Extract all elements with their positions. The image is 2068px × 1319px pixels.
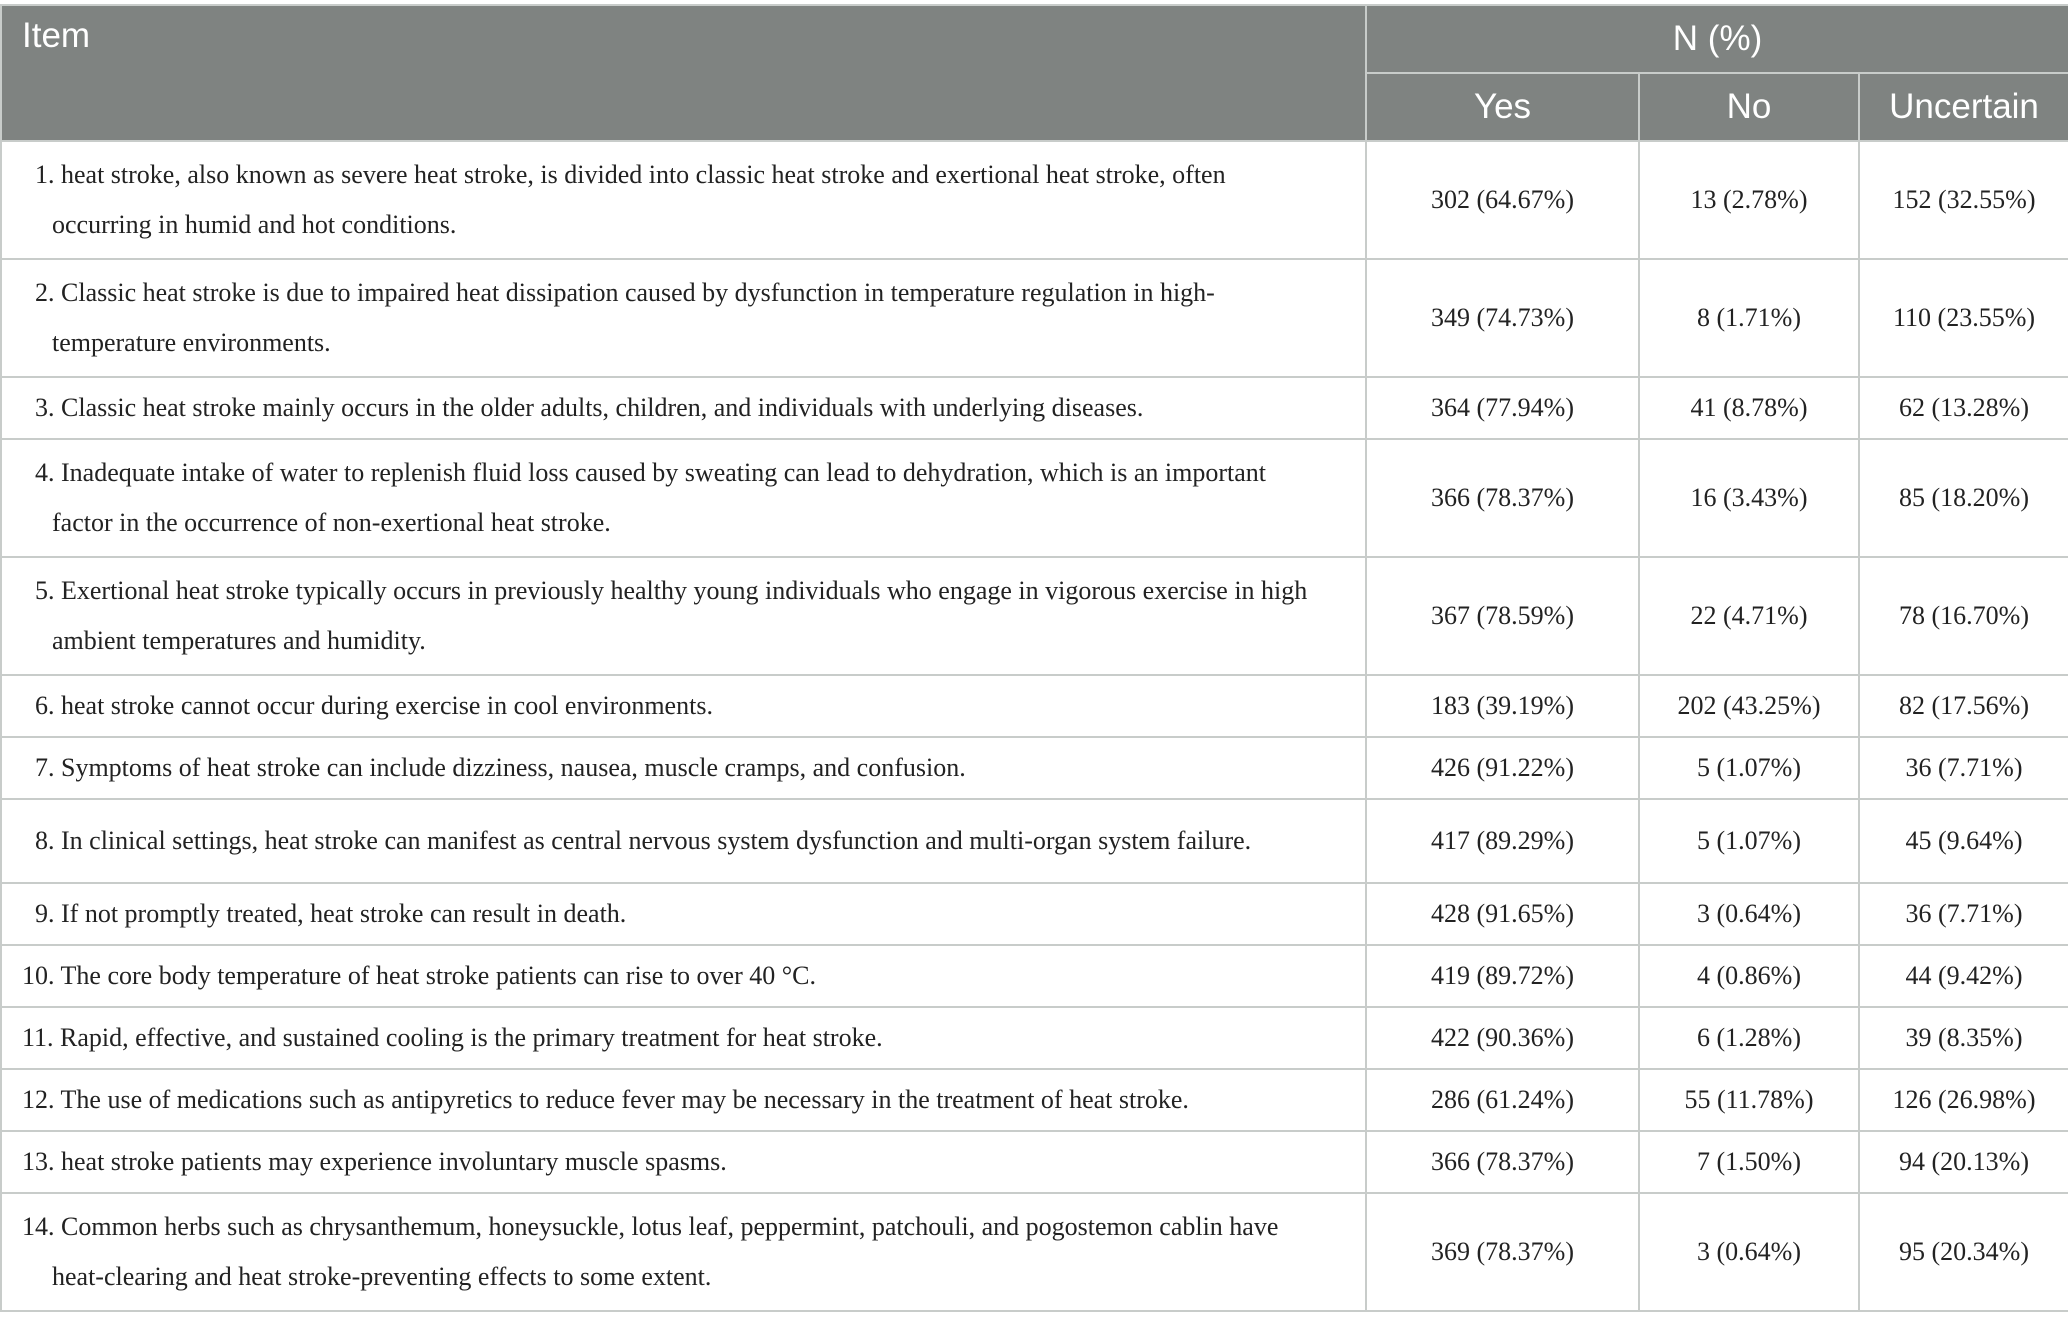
no-cell: 3 (0.64%) [1639, 1193, 1859, 1311]
table-row [1, 377, 2068, 439]
yes-cell: 417 (89.29%) [1366, 799, 1639, 883]
yes-cell: 349 (74.73%) [1366, 259, 1639, 377]
uncertain-cell: 82 (17.56%) [1859, 675, 2068, 737]
table-row [1, 439, 2068, 557]
item-cell: 3. Classic heat stroke mainly occurs in the older adults, children, and individuals with underlying diseases. [1, 377, 1366, 439]
uncertain-cell: 85 (18.20%) [1859, 439, 2068, 557]
item-cell: 14. Common herbs such as chrysanthemum, honeysuckle, lotus leaf, peppermint, patchouli, and pogostemon cablin have heat-clearing and heat stroke-preventing effects to some extent. [1, 1193, 1366, 1311]
item-cell: 12. The use of medications such as antipyretics to reduce fever may be necessary in the treatment of heat stroke. [1, 1069, 1366, 1131]
table-row [1, 1131, 2068, 1193]
uncertain-cell: 62 (13.28%) [1859, 377, 2068, 439]
uncertain-cell: 110 (23.55%) [1859, 259, 2068, 377]
yes-cell: 366 (78.37%) [1366, 1131, 1639, 1193]
item-cell: 8. In clinical settings, heat stroke can manifest as central nervous system dysfunction and multi-organ system failure. [1, 799, 1366, 883]
yes-cell: 419 (89.72%) [1366, 945, 1639, 1007]
no-cell: 22 (4.71%) [1639, 557, 1859, 675]
table-body [1, 141, 2068, 1311]
table-row [1, 1007, 2068, 1069]
uncertain-cell: 39 (8.35%) [1859, 1007, 2068, 1069]
no-cell: 3 (0.64%) [1639, 883, 1859, 945]
table-row [1, 945, 2068, 1007]
item-cell: 7. Symptoms of heat stroke can include dizziness, nausea, muscle cramps, and confusion. [1, 737, 1366, 799]
yes-cell: 428 (91.65%) [1366, 883, 1639, 945]
no-cell: 6 (1.28%) [1639, 1007, 1859, 1069]
uncertain-cell: 45 (9.64%) [1859, 799, 2068, 883]
item-cell: 9. If not promptly treated, heat stroke can result in death. [1, 883, 1366, 945]
uncertain-cell: 36 (7.71%) [1859, 737, 2068, 799]
yes-cell: 286 (61.24%) [1366, 1069, 1639, 1131]
item-cell: 10. The core body temperature of heat stroke patients can rise to over 40 °C. [1, 945, 1366, 1007]
no-cell: 55 (11.78%) [1639, 1069, 1859, 1131]
yes-cell: 367 (78.59%) [1366, 557, 1639, 675]
item-cell: 4. Inadequate intake of water to replenish fluid loss caused by sweating can lead to dehydration, which is an important factor in the occurrence of non-exertional heat stroke. [1, 439, 1366, 557]
uncertain-cell: 95 (20.34%) [1859, 1193, 2068, 1311]
yes-cell: 183 (39.19%) [1366, 675, 1639, 737]
header-yes: Yes [1366, 73, 1639, 141]
item-cell: 5. Exertional heat stroke typically occurs in previously healthy young individuals who engage in vigorous exercise in high ambient temperatures and humidity. [1, 557, 1366, 675]
no-cell: 202 (43.25%) [1639, 675, 1859, 737]
uncertain-cell: 44 (9.42%) [1859, 945, 2068, 1007]
yes-cell: 364 (77.94%) [1366, 377, 1639, 439]
uncertain-cell: 126 (26.98%) [1859, 1069, 2068, 1131]
item-cell: 11. Rapid, effective, and sustained cooling is the primary treatment for heat stroke. [1, 1007, 1366, 1069]
yes-cell: 426 (91.22%) [1366, 737, 1639, 799]
item-cell: 1. heat stroke, also known as severe heat stroke, is divided into classic heat stroke and exertional heat stroke, often occurring in humid and hot conditions. [1, 141, 1366, 259]
table-row [1, 259, 2068, 377]
item-cell: 6. heat stroke cannot occur during exercise in cool environments. [1, 675, 1366, 737]
yes-cell: 366 (78.37%) [1366, 439, 1639, 557]
item-cell: 13. heat stroke patients may experience involuntary muscle spasms. [1, 1131, 1366, 1193]
table-row [1, 557, 2068, 675]
table-row [1, 675, 2068, 737]
table-row [1, 737, 2068, 799]
item-cell: 2. Classic heat stroke is due to impaired heat dissipation caused by dysfunction in temperature regulation in high-temperature environments. [1, 259, 1366, 377]
header-no: No [1639, 73, 1859, 141]
survey-table [0, 4, 2068, 1312]
header-uncertain: Uncertain [1859, 73, 2068, 141]
no-cell: 41 (8.78%) [1639, 377, 1859, 439]
no-cell: 4 (0.86%) [1639, 945, 1859, 1007]
uncertain-cell: 152 (32.55%) [1859, 141, 2068, 259]
no-cell: 7 (1.50%) [1639, 1131, 1859, 1193]
header-item: Item [1, 5, 1366, 141]
no-cell: 5 (1.07%) [1639, 799, 1859, 883]
table-header [1, 5, 2068, 141]
table-row [1, 1193, 2068, 1311]
yes-cell: 369 (78.37%) [1366, 1193, 1639, 1311]
header-n-percent: N (%) [1366, 5, 2068, 73]
no-cell: 5 (1.07%) [1639, 737, 1859, 799]
uncertain-cell: 78 (16.70%) [1859, 557, 2068, 675]
yes-cell: 302 (64.67%) [1366, 141, 1639, 259]
no-cell: 8 (1.71%) [1639, 259, 1859, 377]
uncertain-cell: 36 (7.71%) [1859, 883, 2068, 945]
table-row [1, 883, 2068, 945]
uncertain-cell: 94 (20.13%) [1859, 1131, 2068, 1193]
yes-cell: 422 (90.36%) [1366, 1007, 1639, 1069]
table-row [1, 1069, 2068, 1131]
header-row-top [1, 5, 2068, 73]
no-cell: 13 (2.78%) [1639, 141, 1859, 259]
table-row [1, 141, 2068, 259]
table-row [1, 799, 2068, 883]
no-cell: 16 (3.43%) [1639, 439, 1859, 557]
